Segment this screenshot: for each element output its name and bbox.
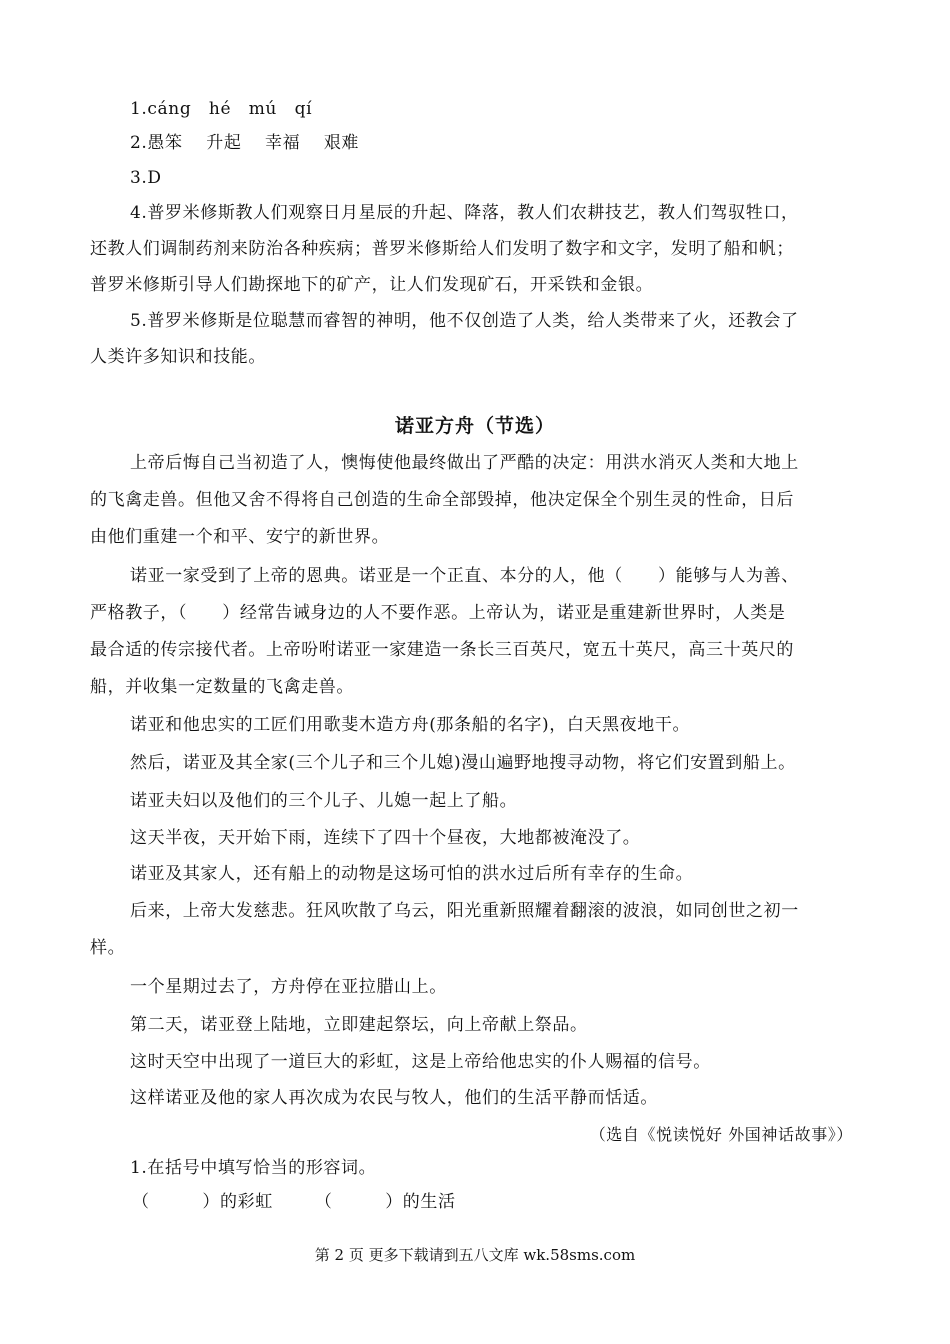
answer-1: 1.cáng hé mú qí: [130, 99, 313, 119]
story-line: 诺亚一家受到了上帝的恩典。诺亚是一个正直、本分的人，他（ ）能够与人为善、: [130, 566, 799, 586]
question-1: 1.在括号中填写恰当的形容词。: [130, 1158, 377, 1178]
story-line: 诺亚夫妇以及他们的三个儿子、儿媳一起上了船。: [130, 791, 518, 811]
blank-life[interactable]: （ ）的生活: [314, 1192, 456, 1212]
story-line: 这天半夜，天开始下雨，连续下了四十个昼夜，大地都被淹没了。: [130, 828, 641, 848]
blank-rainbow[interactable]: （ ）的彩虹: [132, 1192, 273, 1212]
story-line: 后来，上帝大发慈悲。狂风吹散了乌云，阳光重新照耀着翻滚的波浪，如同创世之初一: [130, 901, 799, 921]
story-line: 这时天空中出现了一道巨大的彩虹，这是上帝给他忠实的仆人赐福的信号。: [130, 1052, 711, 1072]
answer-3: 3.D: [130, 168, 162, 188]
story-line: 上帝后悔自己当初造了人，懊悔使他最终做出了严酷的决定：用洪水消灭人类和大地上: [130, 453, 799, 473]
story-line: 这样诺亚及他的家人再次成为农民与牧人，他们的生活平静而恬适。: [130, 1088, 658, 1108]
story-line: 然后，诺亚及其全家(三个儿子和三个儿媳)漫山遍野地搜寻动物，将它们安置到船上。: [130, 753, 796, 773]
answer-4-line-1: 4.普罗米修斯教人们观察日月星辰的升起、降落，教人们农耕技艺，教人们驾驭牲口，: [130, 203, 799, 223]
story-line: 一个星期过去了，方舟停在亚拉腊山上。: [130, 977, 447, 997]
story-line: 船，并收集一定数量的飞禽走兽。: [90, 677, 354, 697]
story-line: 第二天，诺亚登上陆地，立即建起祭坛，向上帝献上祭品。: [130, 1015, 588, 1035]
story-line: 诺亚及其家人，还有船上的动物是这场可怕的洪水过后所有幸存的生命。: [130, 864, 694, 884]
story-source: （选自《悦读悦好 外国神话故事》）: [589, 1125, 853, 1144]
answer-5-line-2: 人类许多知识和技能。: [90, 347, 266, 367]
page-footer: 第 2 页 更多下载请到五八文库 wk.58sms.com: [314, 1246, 636, 1264]
story-title: 诺亚方舟（节选）: [394, 415, 555, 437]
story-line: 的飞禽走兽。但他又舍不得将自己创造的生命全部毁掉，他决定保全个别生灵的性命，日后: [90, 490, 794, 510]
answer-5-line-1: 5.普罗米修斯是位聪慧而睿智的神明，他不仅创造了人类，给人类带来了火，还教会了: [130, 311, 799, 331]
answer-2: 2.愚笨 升起 幸福 艰难: [130, 133, 360, 153]
story-line: 诺亚和他忠实的工匠们用歌斐木造方舟(那条船的名字)，白天黑夜地干。: [130, 715, 691, 735]
question-blanks: [132, 1190, 872, 1214]
story-line: 由他们重建一个和平、安宁的新世界。: [90, 527, 390, 547]
answer-4-line-2: 还教人们调制药剂来防治各种疾病；普罗米修斯给人们发明了数字和文字，发明了船和帆；: [90, 239, 794, 259]
story-line: 最合适的传宗接代者。上帝吩咐诺亚一家建造一条长三百英尺，宽五十英尺，高三十英尺的: [90, 640, 794, 660]
answer-4-line-3: 普罗米修斯引导人们勘探地下的矿产，让人们发现矿石，开采铁和金银。: [90, 275, 654, 295]
story-line: 样。: [90, 938, 126, 958]
story-line: 严格教子，（ ）经常告诫身边的人不要作恶。上帝认为，诺亚是重建新世界时，人类是: [90, 603, 786, 623]
